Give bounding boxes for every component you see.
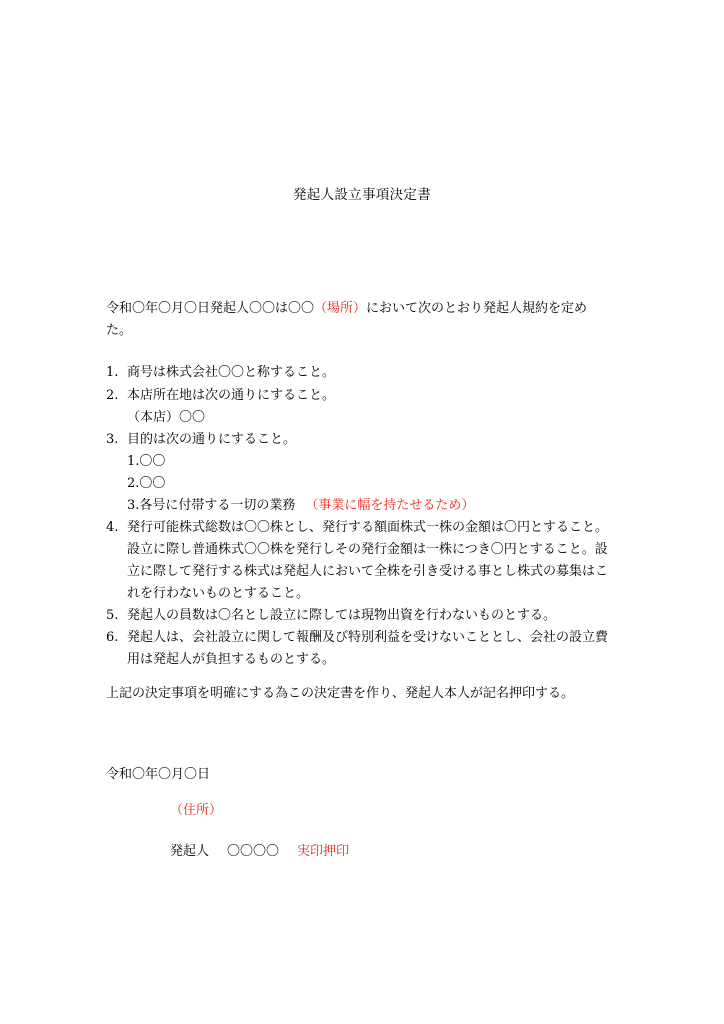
address-placeholder: （住所） bbox=[170, 803, 223, 818]
seal-annotation: 実印押印 bbox=[297, 844, 350, 859]
closing-statement: 上記の決定事項を明確にする為この決定書を作り、発起人本人が記名押印する。 bbox=[106, 686, 575, 701]
item-5-number: 5. bbox=[106, 608, 119, 623]
item-5-text: 発起人の員数は〇名とし設立に際しては現物出資を行わないものとする。 bbox=[127, 608, 557, 623]
signing-date: 令和〇年〇月〇日 bbox=[106, 767, 211, 782]
document-title: 発起人設立事項決定書 bbox=[293, 187, 431, 203]
purpose-1: 1.〇〇 bbox=[127, 454, 166, 469]
intro-prefix: 令和〇年〇月〇日発起人〇〇は〇〇 bbox=[106, 301, 315, 316]
item-1-text: 商号は株式会社〇〇と称すること。 bbox=[127, 365, 336, 380]
item-4-line-2: 設立に際し普通株式〇〇株を発行しその発行金額は一株につき〇円とすること。設 bbox=[127, 542, 608, 557]
item-6-line-1: 発起人は、会社設立に関して報酬及び特別利益を受けないこととし、会社の設立費 bbox=[127, 630, 609, 645]
signer-line bbox=[170, 845, 349, 858]
item-4-line-1: 発行可能株式総数は〇〇株とし、発行する額面株式一株の金額は〇円とすること。 bbox=[127, 520, 609, 535]
place-annotation: （場所） bbox=[314, 301, 367, 316]
signer-name: 〇〇〇〇 bbox=[227, 844, 280, 859]
signer-label: 発起人 bbox=[170, 844, 210, 859]
item-2-number: 2. bbox=[106, 388, 119, 403]
item-1-number: 1. bbox=[106, 365, 119, 380]
item-2-text: 本店所在地は次の通りにすること。 bbox=[127, 388, 336, 403]
intro-line-2: た。 bbox=[106, 323, 133, 338]
item-6-number: 6. bbox=[106, 630, 119, 645]
item-4-line-3: 立に際して発行する株式は発起人において全株を引き受ける事とし株式の募集はこ bbox=[127, 564, 609, 579]
intro-line-1 bbox=[106, 302, 587, 315]
item-3-number: 3. bbox=[106, 432, 119, 447]
purpose-3-text: 3.各号に付帯する一切の業務 bbox=[127, 498, 296, 513]
item-2-head-office: （本店）〇〇 bbox=[127, 410, 206, 425]
item-6-line-2: 用は発起人が負担するものとする。 bbox=[127, 652, 336, 667]
purpose-3-note: （事業に幅を持たせるため） bbox=[305, 498, 475, 513]
item-4-number: 4. bbox=[106, 520, 119, 535]
intro-suffix: において次のとおり発起人規約を定め bbox=[366, 301, 588, 316]
purpose-3 bbox=[127, 499, 474, 512]
item-4-line-4: れを行わないものとすること。 bbox=[127, 586, 310, 601]
item-3-text: 目的は次の通りにすること。 bbox=[127, 432, 297, 447]
purpose-2: 2.〇〇 bbox=[127, 476, 166, 491]
